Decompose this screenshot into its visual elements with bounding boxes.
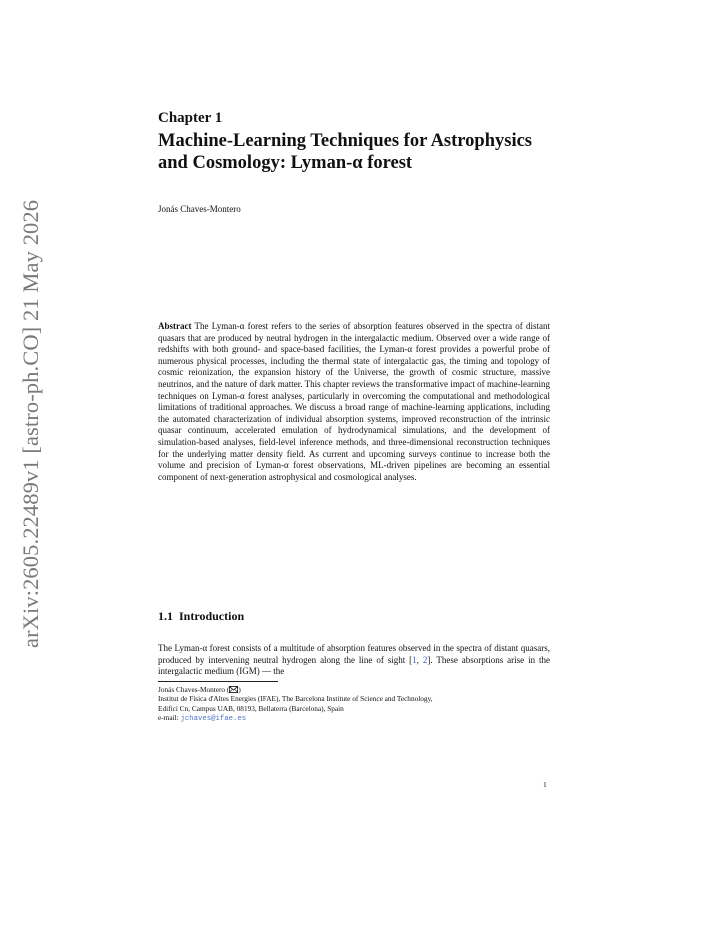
intro-text-before: The Lyman-α forest consists of a multitude of absorption features observed in the spectra of distant quasars, produced by intervening neutral hydrogen along the line of sight [ xyxy=(158,643,550,665)
author-name: Jonás Chaves-Montero xyxy=(158,204,241,214)
chapter-title-line2: and Cosmology: Lyman-α forest xyxy=(158,153,413,173)
chapter-title xyxy=(158,130,550,174)
page-number: 1 xyxy=(543,780,547,789)
arxiv-side-stamp: arXiv:2605.22489v1 [astro-ph.CO] 21 May 2026 xyxy=(18,199,43,648)
intro-paragraph xyxy=(158,643,550,678)
footnote-author-line xyxy=(158,685,558,694)
envelope-icon xyxy=(229,685,241,694)
footnote-author-name: Jonás Chaves-Montero ( xyxy=(158,685,230,694)
abstract xyxy=(158,321,550,483)
abstract-text: The Lyman-α forest refers to the series of absorption features observed in the spectra of distant quasars that are produced by neutral hydrogen in the intergalactic medium. Observed over a wide range of redshifts with both ground- and space-based facilities, the Lyman-α forest provides a powerful probe of numerous physical processes, including the thermal state of intergalactic gas, the timing and topology of cosmic reionization, the expansion history of the Universe, the growth of cosmic structure, massive neutrinos, and the nature of dark matter. This chapter reviews the transformative impact of machine-learning techniques on Lyman-α forest analyses, particularly in overcoming the computational and methodological limitations of traditional approaches. We discuss a broad range of machine-learning applications, including the automated characterization of individual absorption systems, improved reconstruction of the intrinsic quasar continuum, accelerated emulation of hydrodynamical simulations, and the development of simulation-based analyses, field-level inference methods, and three-dimensional reconstruction techniques for the underlying matter density field. As current and upcoming surveys continue to increase both the volume and precision of Lyman-α forest observations, ML-driven pipelines are becoming an essential component of next-generation astrophysical and cosmological analyses. xyxy=(158,321,550,482)
abstract-label: Abstract xyxy=(158,321,192,331)
chapter-title-line1: Machine-Learning Techniques for Astrophysics xyxy=(158,131,532,151)
footnote-rule xyxy=(158,681,278,682)
section-title: Introduction xyxy=(179,609,245,623)
footnote-email-line xyxy=(158,713,558,724)
email-label: e-mail: xyxy=(158,713,181,723)
footnote xyxy=(158,685,558,725)
section-heading xyxy=(158,609,244,624)
citation-link-1[interactable]: 1 xyxy=(412,654,417,665)
chapter-label: Chapter 1 xyxy=(158,110,223,126)
footnote-affiliation-line2: Edifici Cn, Campus UAB, 08193, Bellaterra (Barcelona), Spain xyxy=(158,703,344,713)
citation-separator: , xyxy=(416,654,423,665)
footnote-affiliation-line1: Institut de Física d'Altes Energies (IFAE), The Barcelona Institute of Science and Technology, xyxy=(158,694,433,704)
chapter-header xyxy=(158,108,550,174)
intro-text-after: ]. These absorptions arise in the intergalactic medium (IGM) — the xyxy=(158,654,550,677)
email-link[interactable]: jchaves@ifae.es xyxy=(180,715,247,724)
footnote-author-close: ) xyxy=(238,685,241,694)
citation-link-2[interactable]: 2 xyxy=(422,654,428,665)
section-number: 1.1 xyxy=(158,609,173,623)
